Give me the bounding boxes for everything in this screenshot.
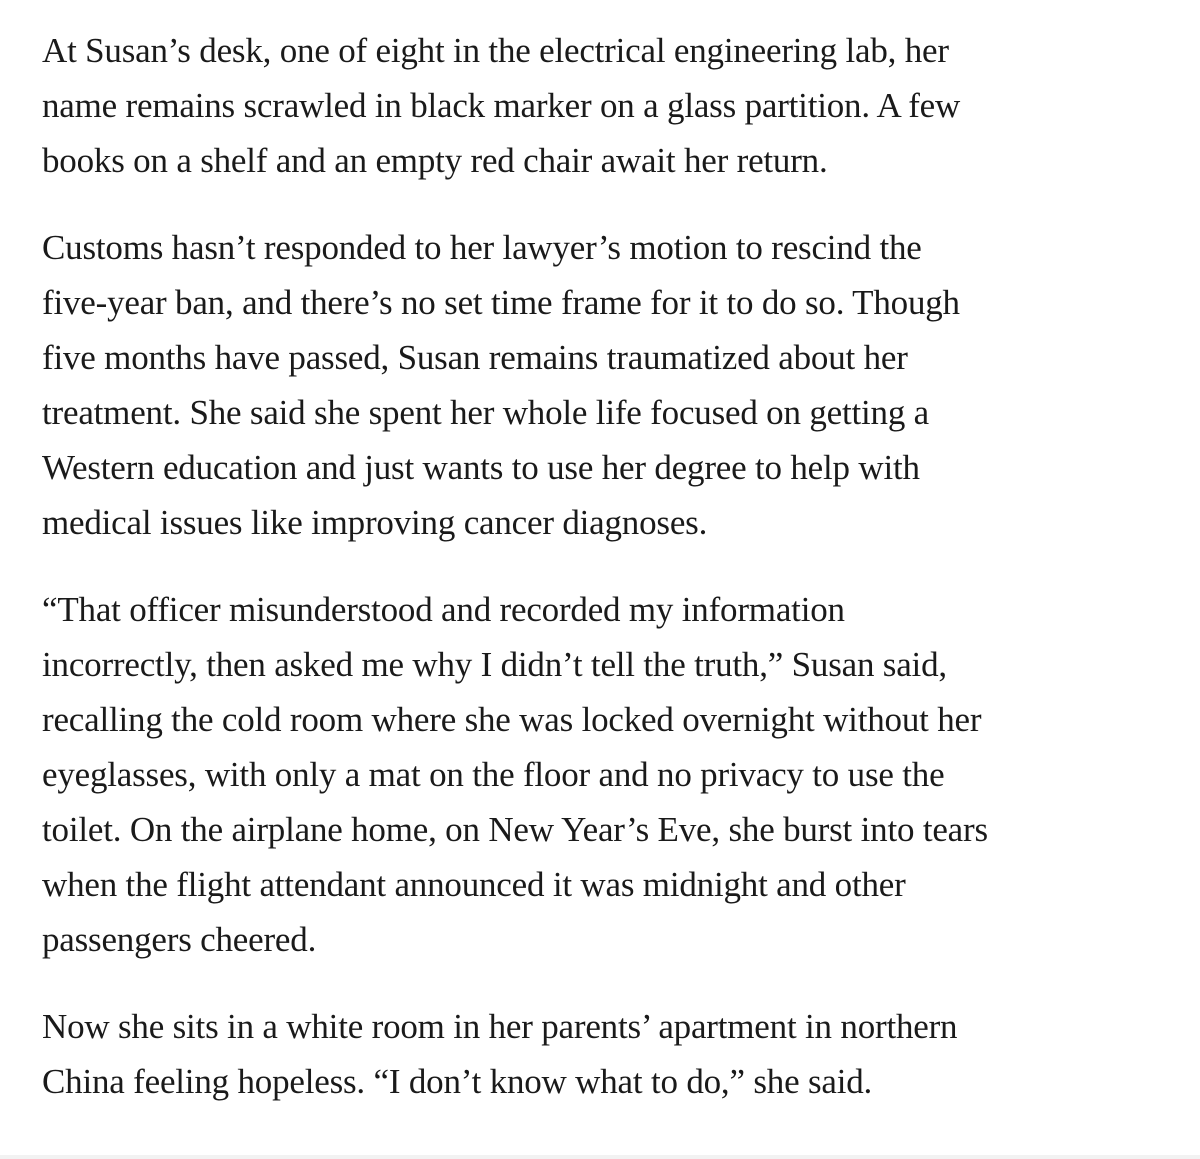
bottom-divider xyxy=(0,1155,1200,1159)
paragraph-now-hopeless: Now she sits in a white room in her parents’ apartment in northern China feeling hopeless. “I don’t know what to do,” she said. xyxy=(42,1007,958,1101)
paragraph-officer-quote: “That officer misunderstood and recorded my information incorrectly, then asked me why I didn’t tell the truth,” Susan said, recalling the cold room where she was locked overnight without her eyeglasses, with only a mat on the floor and no privacy to use the toilet. On the airplane home, on New Year’s Eve, she burst into tears when the flight attendant announced it was midnight and other passengers cheered. xyxy=(42,590,988,959)
paragraph-susans-desk: At Susan’s desk, one of eight in the electrical engineering lab, her name remains scrawled in black marker on a glass partition. A few books on a shelf and an empty red chair await her return. xyxy=(42,31,961,180)
paragraph-customs-ban: Customs hasn’t responded to her lawyer’s motion to rescind the five-year ban, and there’s no set time frame for it to do so. Though five months have passed, Susan remains traumatized about her treatment. She said she spent her whole life focused on getting a Western education and just wants to use her degree to help with medical issues like improving cancer diagnoses. xyxy=(42,228,960,542)
article-body xyxy=(42,23,1188,1141)
